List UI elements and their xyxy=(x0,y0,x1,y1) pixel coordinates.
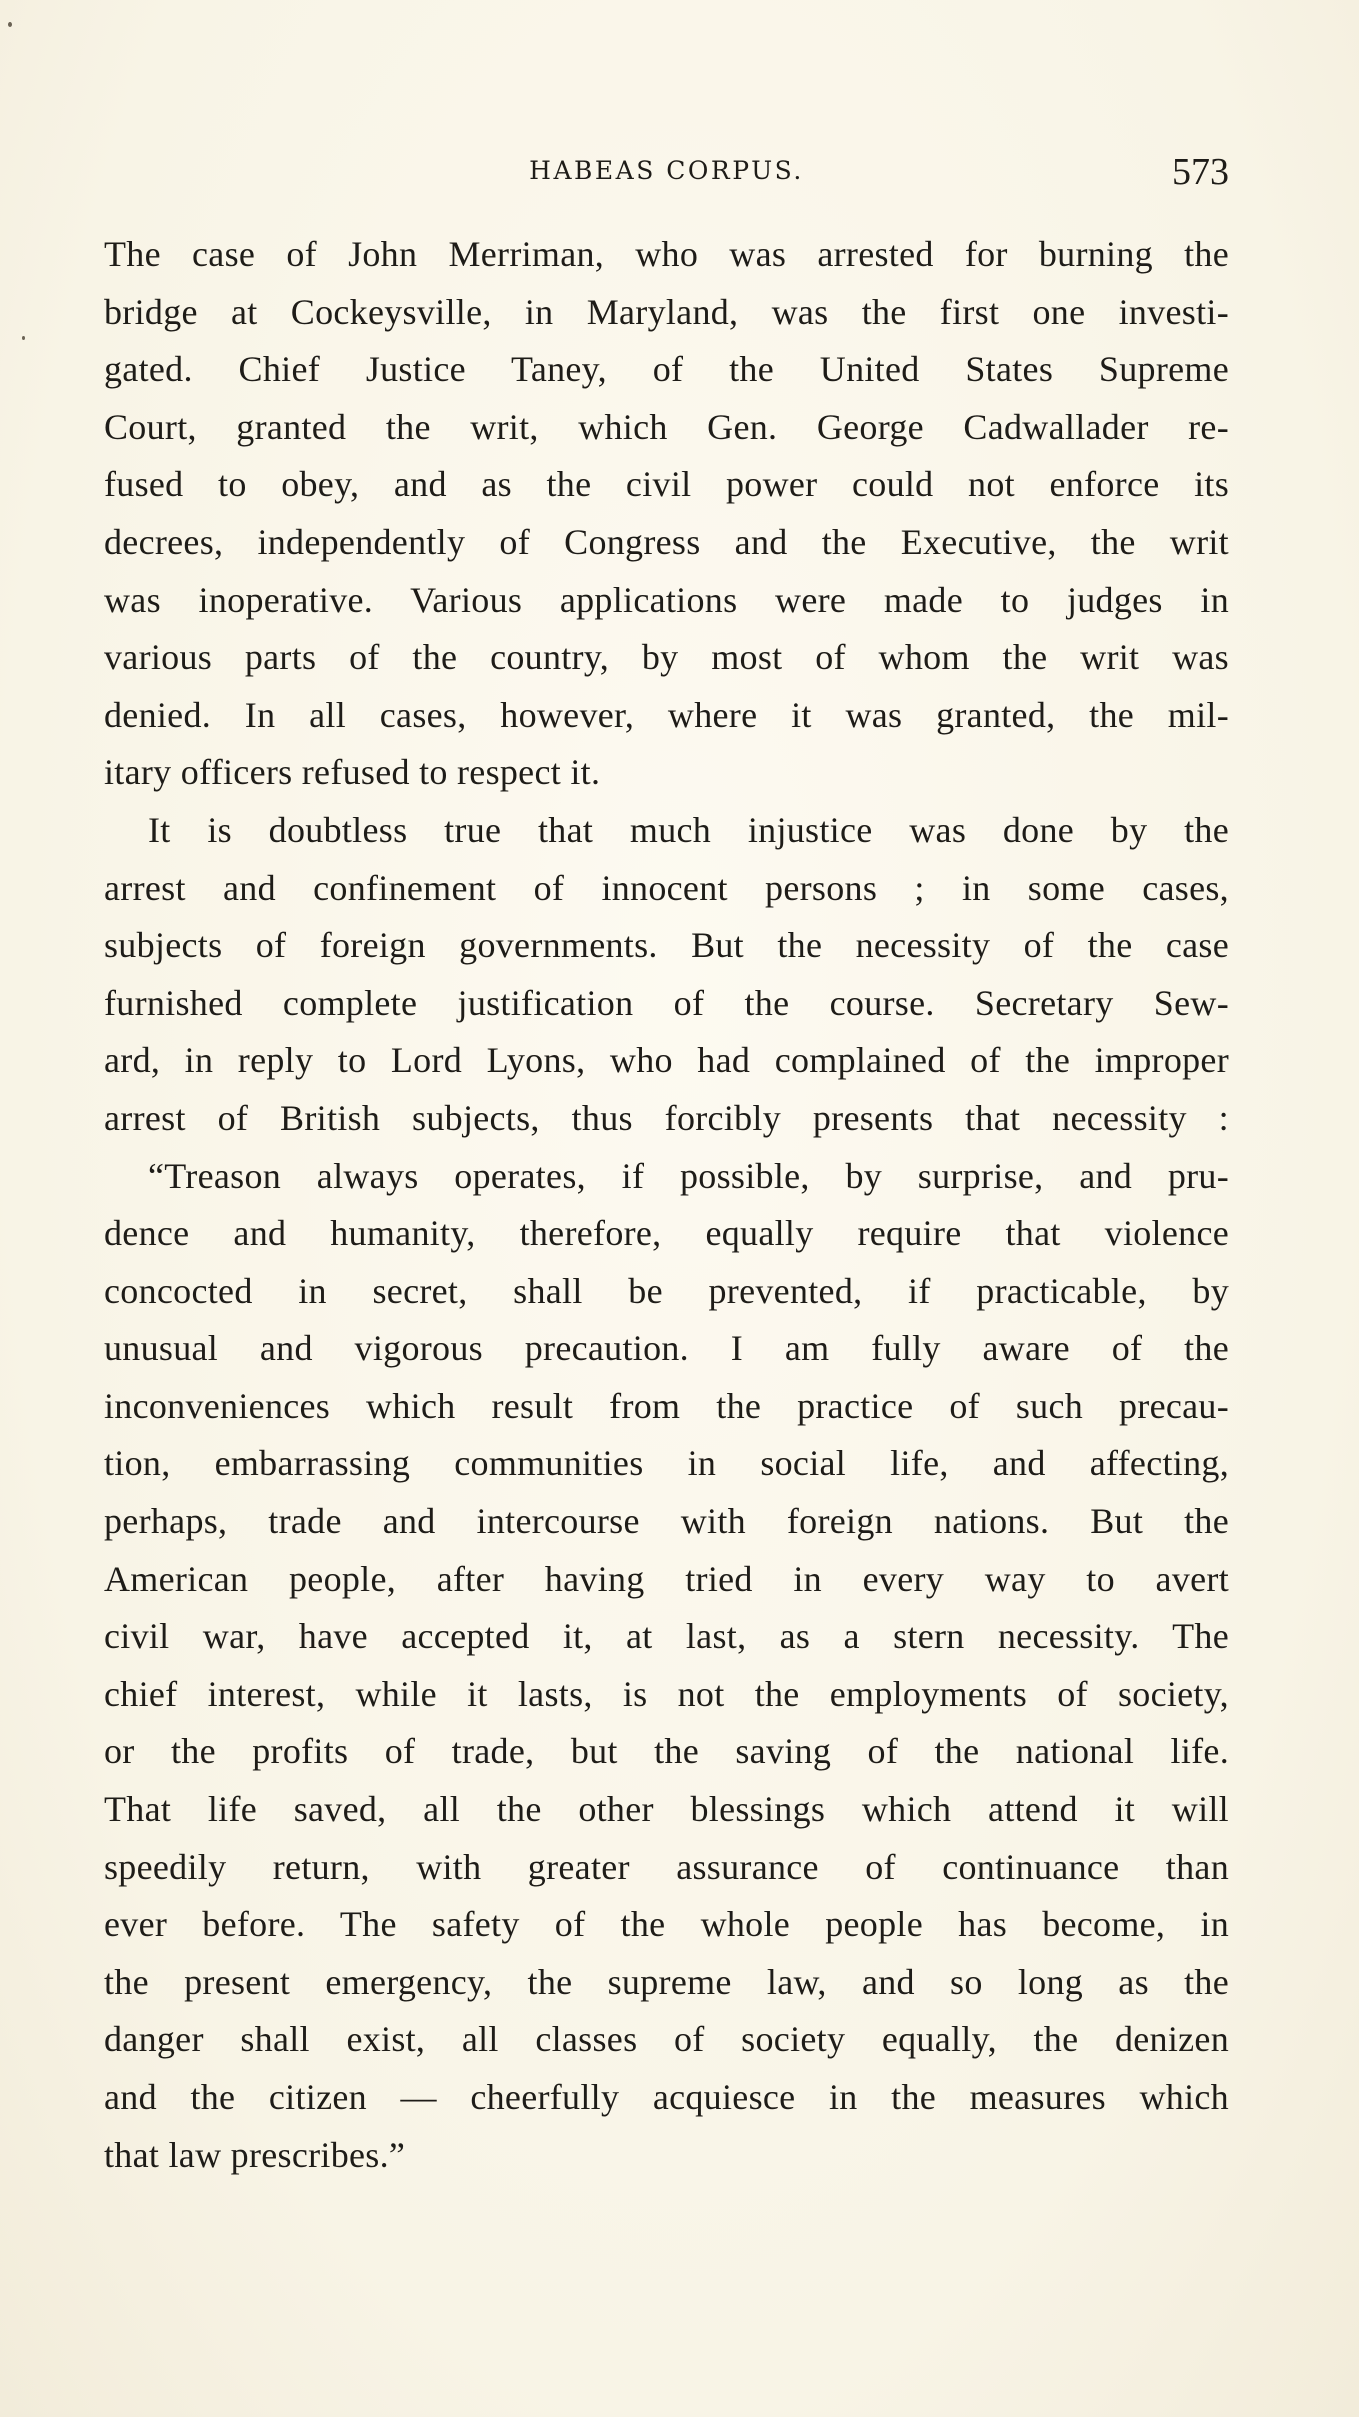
text-line: subjects of foreign governments. But the necessity of the case xyxy=(104,925,1229,966)
text-line: itary officers refused to respect it. xyxy=(104,752,601,793)
text-line: denied. In all cases, however, where it was granted, the mil- xyxy=(104,694,1229,735)
text-line: It is doubtless true that much injustice was done by the xyxy=(148,809,1229,850)
text-line: arrest of British subjects, thus forcibly presents that necessity : xyxy=(104,1097,1229,1138)
text-line: speedily return, with greater assurance of continuance than xyxy=(104,1846,1229,1887)
text-line: “Treason always operates, if possible, by surprise, and pru- xyxy=(148,1155,1229,1196)
ink-speck xyxy=(22,336,25,340)
text-line: bridge at Cockeysville, in Maryland, was the first one investi- xyxy=(104,291,1229,332)
text-line: danger shall exist, all classes of society equally, the denizen xyxy=(104,2019,1229,2060)
text-line: was inoperative. Various applications were made to judges in xyxy=(104,579,1229,620)
text-line: ever before. The safety of the whole people has become, in xyxy=(104,1904,1229,1945)
text-line: dence and humanity, therefore, equally require that violence xyxy=(104,1213,1229,1254)
text-line: concocted in secret, shall be prevented, if practicable, by xyxy=(104,1270,1229,1311)
text-line: Court, granted the writ, which Gen. George Cadwallader re- xyxy=(104,406,1229,447)
text-line: and the citizen — cheerfully acquiesce in the measures which xyxy=(104,2077,1229,2117)
ink-speck xyxy=(8,22,12,27)
page-header xyxy=(104,150,1229,200)
text-line: gated. Chief Justice Taney, of the United States Supreme xyxy=(104,349,1229,390)
body-text xyxy=(104,226,1229,2184)
text-line: tion, embarrassing communities in social life, and affecting, xyxy=(104,1443,1229,1484)
text-line: various parts of the country, by most of whom the writ was xyxy=(104,637,1229,678)
text-line: arrest and confinement of innocent persons ; in some cases, xyxy=(104,867,1229,908)
text-line: ard, in reply to Lord Lyons, who had complained of the improper xyxy=(104,1040,1229,1081)
text-line: perhaps, trade and intercourse with foreign nations. But the xyxy=(104,1501,1229,1542)
text-line: civil war, have accepted it, at last, as a stern necessity. The xyxy=(104,1616,1229,1657)
text-line: furnished complete justification of the course. Secretary Sew- xyxy=(104,982,1229,1023)
text-line: American people, after having tried in every way to avert xyxy=(104,1558,1229,1599)
page-number: 573 xyxy=(1172,151,1229,193)
running-head: HABEAS CORPUS. xyxy=(529,156,804,185)
text-line: or the profits of trade, but the saving of the national life. xyxy=(104,1731,1229,1772)
text-line: That life saved, all the other blessings which attend it will xyxy=(104,1789,1229,1830)
text-line: the present emergency, the supreme law, and so long as the xyxy=(104,1961,1229,2002)
text-line: fused to obey, and as the civil power could not enforce its xyxy=(104,464,1229,505)
text-line: that law prescribes.” xyxy=(104,2134,406,2175)
text-line: unusual and vigorous precaution. I am fully aware of the xyxy=(104,1328,1229,1369)
text-line: decrees, independently of Congress and the Executive, the writ xyxy=(104,521,1229,562)
text-line: chief interest, while it lasts, is not the employments of society, xyxy=(104,1673,1229,1714)
text-line: The case of John Merriman, who was arrested for burning the xyxy=(104,234,1229,274)
text-line: inconveniences which result from the practice of such precau- xyxy=(104,1385,1229,1426)
